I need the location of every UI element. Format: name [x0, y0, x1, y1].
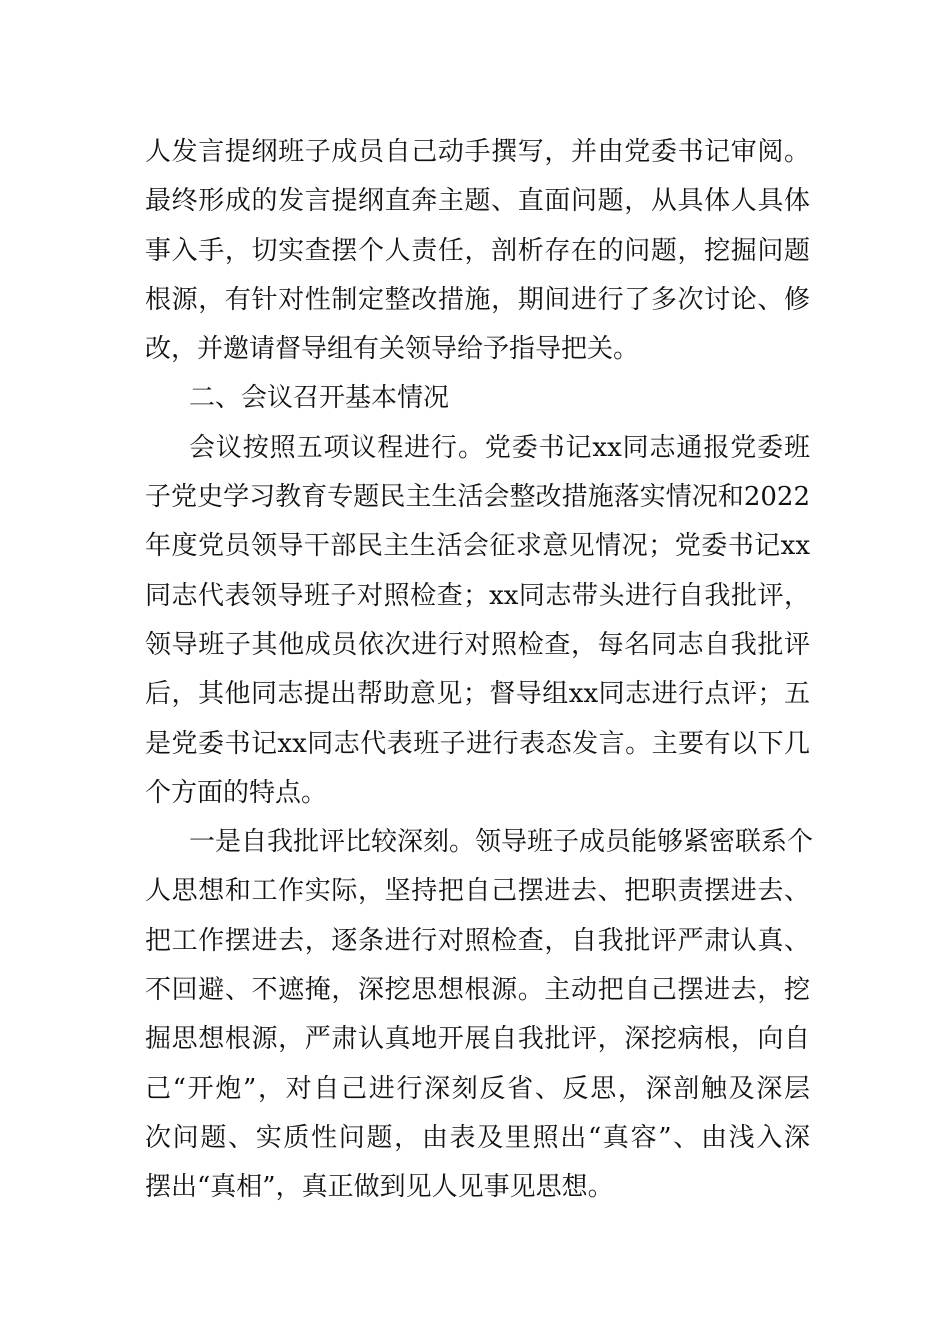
text-line: 改，并邀请督导组有关领导给予指导把关。: [145, 334, 640, 365]
text-line: 是党委书记xx同志代表班子进行表态发言。主要有以下几: [145, 728, 810, 759]
text-line: 同志代表领导班子对照检查；xx同志带头进行自我批评，: [145, 580, 810, 611]
text-line: 年度党员领导干部民主生活会征求意见情况；党委书记xx: [145, 531, 810, 562]
text-line: 最终形成的发言提纲直奔主题、直面问题，从具体人具体: [145, 186, 810, 217]
text-line: 人思想和工作实际，坚持把自己摆进去、把职责摆进去、: [145, 876, 810, 907]
section-heading: 二、会议召开基本情况: [189, 383, 450, 414]
text-line: 次问题、实质性问题，由表及里照出“真容”、由浅入深: [145, 1122, 810, 1153]
text-line: 事入手，切实查摆个人责任，剖析存在的问题，挖掘问题: [145, 235, 810, 266]
text-line: 个方面的特点。: [145, 777, 328, 808]
text-line: 把工作摆进去，逐条进行对照检查，自我批评严肃认真、: [145, 925, 810, 956]
text-line: 不回避、不遮掩，深挖思想根源。主动把自己摆进去，挖: [145, 975, 810, 1006]
text-line: 子党史学习教育专题民主生活会整改措施落实情况和2022: [145, 482, 810, 513]
text-line: 摆出“真相”，真正做到见人见事见思想。: [145, 1172, 614, 1203]
text-line: 己“开炮”，对自己进行深刻反省、反思，深剖触及深层: [145, 1073, 810, 1104]
text-line: 根源，有针对性制定整改措施，期间进行了多次讨论、修: [145, 284, 810, 315]
text-line: 会议按照五项议程进行。党委书记xx同志通报党委班: [189, 432, 810, 463]
text-line: 后，其他同志提出帮助意见；督导组xx同志进行点评；五: [145, 679, 810, 710]
text-line: 领导班子其他成员依次进行对照检查，每名同志自我批评: [145, 629, 810, 660]
document-body: [145, 128, 814, 1213]
text-line: 一是自我批评比较深刻。领导班子成员能够紧密联系个: [189, 827, 814, 858]
text-line: 掘思想根源，严肃认真地开展自我批评，深挖病根，向自: [145, 1024, 810, 1055]
text-line: 人发言提纲班子成员自己动手撰写，并由党委书记审阅。: [145, 137, 810, 167]
